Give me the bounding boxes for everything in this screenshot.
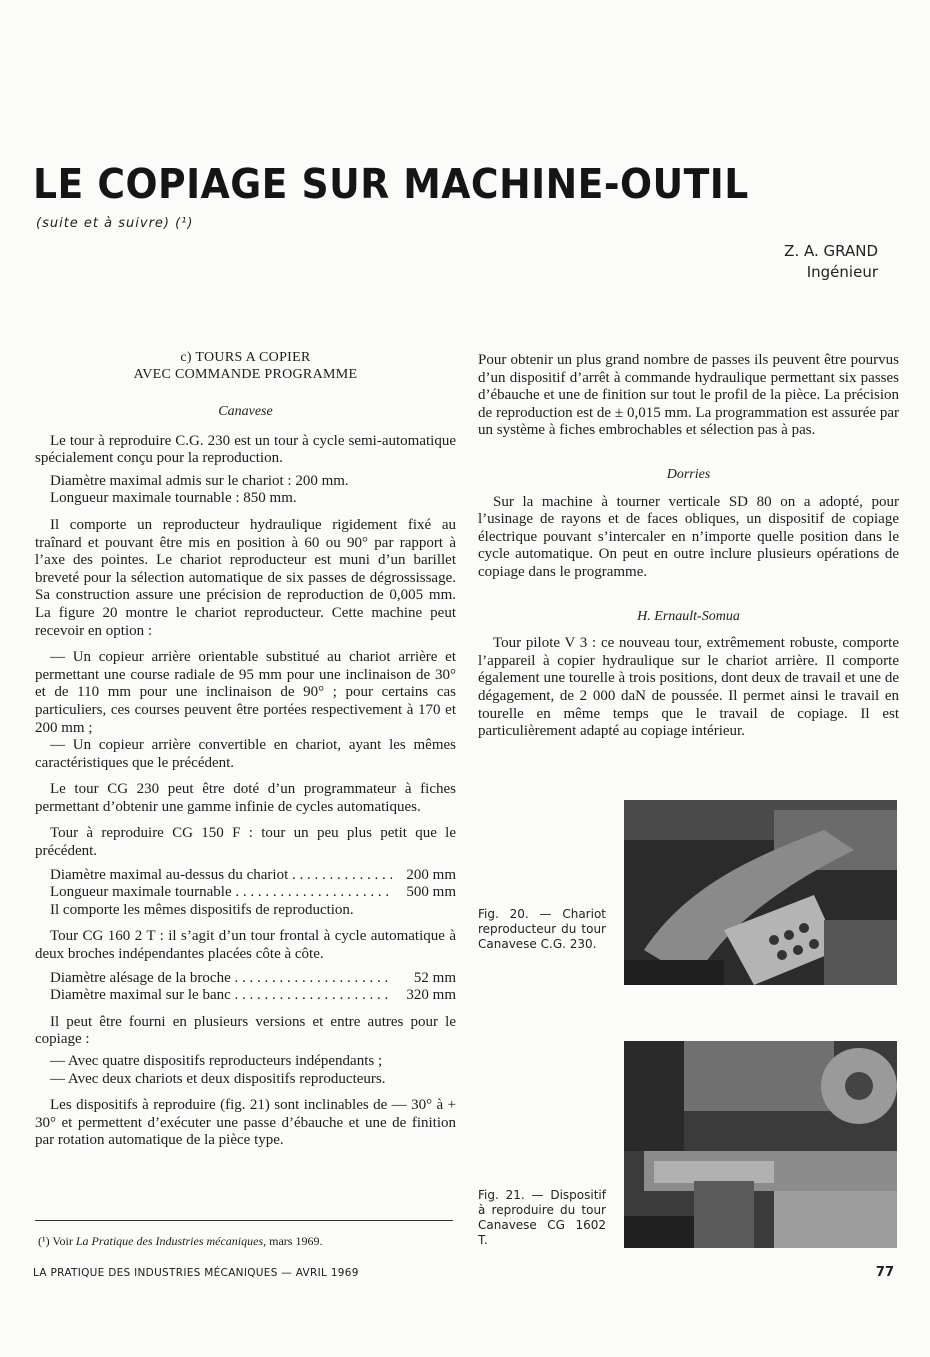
spec-row	[35, 884, 456, 902]
subtitle: (suite et à suivre) (¹)	[36, 216, 194, 231]
figure-21-caption: Fig. 21. — Dispositif à reproduire du tour Canavese CG 1602 T.	[478, 1188, 606, 1247]
paragraph: Diamètre maximal admis sur le chariot : 200 mm.	[50, 472, 349, 489]
spec-row	[35, 867, 456, 885]
author-role: Ingénieur	[806, 263, 878, 281]
footnote-marker: (¹) Voir	[38, 1234, 76, 1248]
footer-publication: LA PRATIQUE DES INDUSTRIES MÉCANIQUES — AVRIL 1969	[33, 1267, 359, 1279]
footnote	[38, 1234, 322, 1249]
paragraph: Le tour CG 230 peut être doté d’un programmateur à fiches permettant d’obtenir une gamme infinie de cycles automatiques.	[35, 781, 456, 815]
spec-value: 52 mm	[413, 969, 456, 986]
spec-label: Diamètre alésage de la broche . . .	[50, 970, 392, 988]
paragraph: Il peut être fourni en plusieurs versions et entre autres pour le copiage :	[35, 1013, 456, 1048]
page-number: 77	[875, 1265, 894, 1280]
paragraph: — Un copieur arrière orientable substitué au chariot arrière et permettant une course radiale de 95 mm pour une inclinaison de 30° et de 110 mm pour une inclinaison de 90° ; pour certains cas particuliers, ces courses peuvent être portées respectivement à 170 et 200 mm ;	[35, 649, 456, 736]
spec-value: 320 mm	[406, 987, 456, 1004]
page-title: LE COPIAGE SUR MACHINE-OUTIL	[33, 160, 749, 208]
right-column	[478, 352, 899, 741]
left-column	[35, 349, 456, 1150]
spec-row	[35, 970, 456, 988]
section-heading-line2: AVEC COMMANDE PROGRAMME	[133, 367, 358, 382]
section-heading-line1: c) TOURS A COPIER	[180, 350, 311, 365]
spec-value: 200 mm	[406, 866, 456, 883]
spec-label: Diamètre maximal au-dessus du chariot . . .	[50, 867, 392, 885]
paragraph: — Avec quatre dispositifs reproducteurs indépendants ;	[50, 1053, 383, 1069]
manufacturer-heading: H. Ernault-Somua	[637, 608, 740, 624]
paragraph: Longueur maximale tournable : 850 mm.	[50, 490, 297, 507]
footnote-date: , mars 1969.	[263, 1234, 323, 1248]
footnote-source: La Pratique des Industries mécaniques	[75, 1234, 264, 1248]
figure-21-photo	[624, 1041, 897, 1248]
manufacturer-heading: Canavese	[218, 404, 273, 419]
spec-row	[35, 987, 456, 1005]
spec-label: Diamètre maximal sur le banc . . .	[50, 987, 392, 1005]
paragraph: Tour à reproduire CG 150 F : tour un peu plus petit que le précédent.	[35, 825, 456, 860]
paragraph: Il comporte un reproducteur hydraulique rigidement fixé au traînard et pouvant être mis en position à 60 ou 90° par rapport à l’axe des pointes. Le chariot reproducteur est muni d’un barillet breveté pour la sélection automatique de six passes de dégrossissage. Sa construction assure une précision de reproduction de 0,005 mm. La figure 20 montre le chariot reproducteur. Cette machine peut recevoir en option :	[35, 516, 456, 639]
paragraph: Pour obtenir un plus grand nombre de passes ils peuvent être pourvus d’un dispositif d’arrêt à commande hydraulique permettant six passes d’ébauche et une de finition sur tout le profil de la pièce. La précision de reproduction est de ± 0,015 mm. La programmation est assurée par un système à fiches embrochables et sélection pas à pas.	[478, 352, 899, 439]
figure-20-photo	[624, 800, 897, 985]
paragraph: Sur la machine à tourner verticale SD 80 on a adopté, pour l’usinage de rayons et de faces obliques, un dispositif de copiage électrique pouvant s’intercaler en n’importe quelle position dans le cycle automatique. On peut en outre inclure plusieurs opérations de copiage dans le programme.	[478, 493, 899, 580]
paragraph: — Avec deux chariots et deux dispositifs reproducteurs.	[50, 1070, 386, 1087]
figure-20-caption: Fig. 20. — Chariot reproducteur du tour Canavese C.G. 230.	[478, 907, 606, 951]
spec-label: Longueur maximale tournable . . .	[50, 884, 392, 902]
spec-value: 500 mm	[406, 884, 456, 901]
footnote-rule	[35, 1220, 453, 1221]
paragraph: Les dispositifs à reproduire (fig. 21) sont inclinables de — 30° à + 30° et permettent d’exécuter une passe d’ébauche et une de finition par rotation automatique de la pièce type.	[35, 1097, 456, 1149]
paragraph: — Un copieur arrière convertible en chariot, ayant les mêmes caractéristiques que le précédent.	[35, 737, 456, 771]
paragraph: Tour CG 160 2 T : il s’agit d’un tour frontal à cycle automatique à deux broches indépendantes placées côte à côte.	[35, 928, 456, 963]
author-name: Z. A. GRAND	[784, 242, 878, 260]
paragraph: Il comporte les mêmes dispositifs de reproduction.	[50, 901, 354, 918]
paragraph: Tour pilote V 3 : ce nouveau tour, extrêmement robuste, comporte l’appareil à copier hydraulique sur le chariot arrière. Il comporte également une tourelle à trois positions, dont deux de travail et une de dégagement, de 2 000 daN de poussée. Il permet ainsi le travail en tourelle en même temps que le travail de copiage. Il est particulièrement adapté au copiage intérieur.	[478, 635, 899, 740]
paragraph: Le tour à reproduire C.G. 230 est un tour à cycle semi-automatique spécialement conçu pour la reproduction.	[35, 432, 456, 467]
author-block	[784, 241, 878, 283]
section-heading	[35, 349, 456, 383]
manufacturer-heading: Dorries	[666, 466, 711, 482]
